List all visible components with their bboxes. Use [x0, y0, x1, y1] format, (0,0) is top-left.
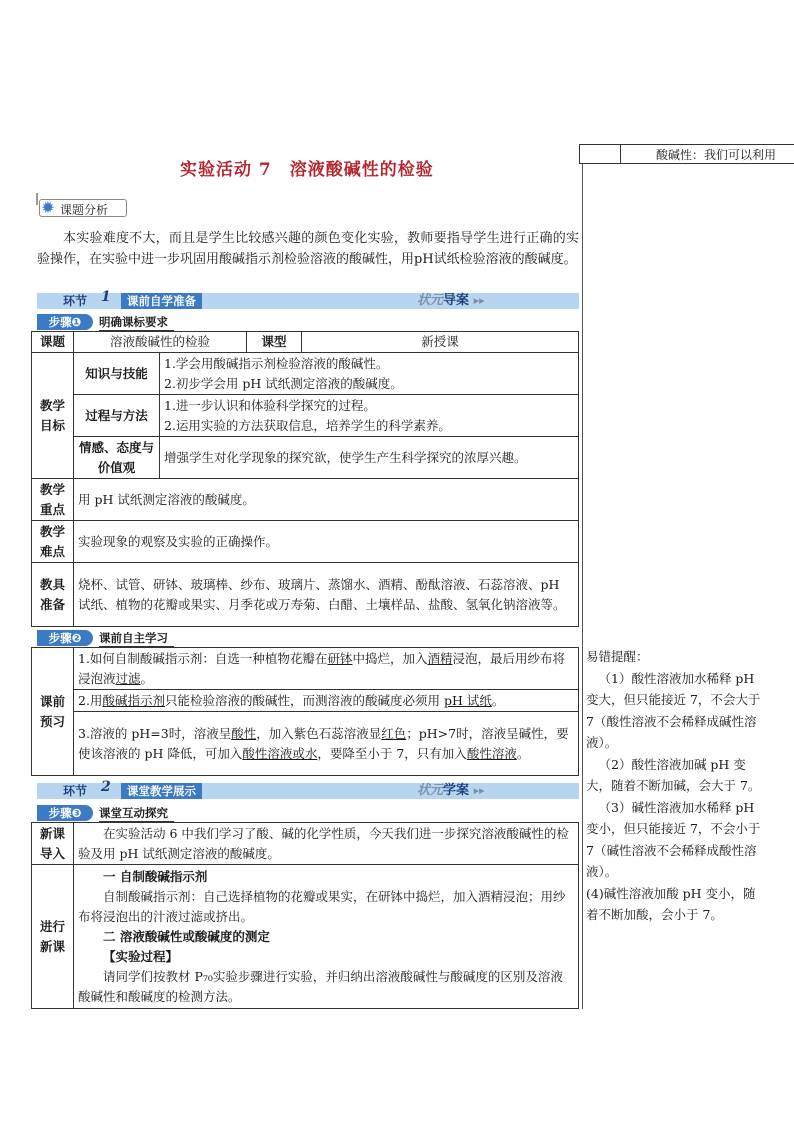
cell-kexing-label: 课型 [247, 332, 302, 353]
intro-paragraph: 本实验难度不大，而且是学生比较感兴趣的颜色变化实验，教师要指导学生进行正确的实验操作，在实验中进一步巩固用酸碱指示剂检验溶液的酸碱性，用pH试纸检验溶液的酸碱度。 [37, 231, 579, 267]
cell-zd-value: 用 pH 试纸测定溶液的酸碱度。 [74, 479, 579, 521]
step-badge: 步骤❸ [37, 805, 93, 821]
cell-keti-value: 溶液酸碱性的检验 [74, 332, 247, 353]
heading-2: 二 溶液酸碱性或酸碱度的测定 [103, 929, 270, 944]
step-badge: 步骤❷ [37, 630, 93, 646]
cell-jx-label: 进行新课 [32, 865, 74, 1009]
preview-table [31, 647, 579, 776]
column-divider [582, 164, 583, 1009]
preview-item-2: 2.用酸碱指示剂只能检验溶液的酸碱性，而测溶液的酸碱度必须用 pH 试纸。 [74, 690, 579, 712]
cell-xk-value: 在实验活动 6 中我们学习了酸、碱的化学性质，今天我们进一步探究溶液酸碱性的检验及用 pH 试纸测定溶液的酸碱度。 [74, 823, 579, 865]
note-4: (4)碱性溶液加酸 pH 变小，随着不断加酸，会小于 7。 [586, 885, 756, 922]
cell-kexing-value: 新授课 [302, 332, 579, 353]
cell-jj-value: 烧杯、试管、研钵、玻璃棒、纱布、玻璃片、蒸馏水、酒精、酚酞溶液、石蕊溶液、pH 试纸、植物的花瓣或果实、月季花或万寿菊、白醋、土壤样品、盐酸、氢氧化钠溶液等。 [74, 563, 579, 627]
section-number: 1 [101, 289, 111, 305]
step-text: 明确课标要求 [99, 314, 174, 331]
note-2: （2）酸性溶液加碱 pH 变大，随着不断加碱，会大于 7。 [586, 756, 761, 793]
arrow-icon: ▸▸ [473, 294, 485, 307]
gear-icon: ✹ [41, 198, 55, 217]
note-3: （3）碱性溶液加水稀释 pH 变小，但只能接近 7，不会小于 7（碱性溶液不会稀释成酸性溶液）。 [586, 799, 761, 879]
note-1: （1）酸性溶液加水稀释 pH 变大，但只能接近 7，不会大于 7（酸性溶液不会稀释成碱性溶液）。 [586, 670, 761, 750]
preview-item-1: 1.如何自制酸碱指示剂：自选一种植物花瓣在研钵中捣烂，加入酒精浸泡，最后用纱布将浸泡液过滤。 [74, 648, 579, 690]
cell-xk-label: 新课导入 [32, 823, 74, 865]
cell-zs-value: 1.学会用酸碱指示剂检验溶液的酸碱性。 2.初步学会用 pH 试纸测定溶液的酸碱度。 [160, 353, 579, 395]
arrow-icon: ▸▸ [473, 784, 485, 797]
cell-keti-label: 课题 [32, 332, 74, 353]
side-header-table [579, 144, 794, 164]
page-title: 实验活动 7 溶液酸碱性的检验 [180, 160, 434, 180]
section-huanjie: 环节 [63, 294, 88, 308]
section-right-title: 状元学案 ▸▸ [417, 783, 485, 798]
preview-item-3: 3.溶液的 pH=3时，溶液呈酸性，加入紫色石蕊溶液显红色；pH>7时，溶液呈碱性，要使该溶液的 pH 降低，可加入酸性溶液或水，要降至小于 7，只有加入酸性溶液。 [74, 712, 579, 776]
analysis-label: 课题分析 [60, 203, 109, 217]
heading-1: 一 自制酸碱指示剂 [103, 869, 208, 884]
section-label: 课前自学准备 [121, 293, 202, 309]
cell-zs-label: 知识与技能 [74, 353, 160, 395]
step-text: 课堂互动探究 [99, 805, 174, 822]
para-1: 自制酸碱指示剂：自己选择植物的花瓣或果实，在研钵中捣烂，加入酒精浸泡；用纱布将浸泡出的汁液过滤或挤出。 [78, 889, 566, 924]
section-huanjie: 环节 [63, 784, 88, 798]
error-prone-notes [586, 646, 766, 926]
section-number: 2 [101, 779, 111, 795]
cell-jx-value [74, 865, 579, 1009]
course-requirements-table [31, 331, 579, 627]
section-band-2 [37, 779, 579, 799]
analysis-label-box [39, 199, 127, 217]
cell-jj-label: 教具准备 [32, 563, 74, 627]
cell-nd-value: 实验现象的观察及实验的正确操作。 [74, 521, 579, 563]
classroom-table [31, 822, 579, 1009]
cell-qg-value: 增强学生对化学现象的探究欲，使学生产生科学探究的浓厚兴趣。 [160, 437, 579, 479]
heading-3: 【实验过程】 [103, 949, 179, 964]
cell-mubiao-label: 教学目标 [32, 353, 74, 479]
step-text: 课前自主学习 [99, 630, 174, 647]
step-badge: 步骤❶ [37, 314, 93, 330]
cell-gc-label: 过程与方法 [74, 395, 160, 437]
para-2: 请同学们按教材 P₇₀实验步骤进行实验，并归纳出溶液酸碱性与酸碱度的区别及溶液酸碱性和酸碱度的检测方法。 [78, 969, 563, 1004]
cell-qg-label: 情感、态度与价值观 [74, 437, 160, 479]
section-label: 课堂教学展示 [121, 783, 202, 799]
cell-preview-label: 课前预习 [32, 648, 74, 776]
side-header-text: 酸碱性：我们可以利用 [656, 148, 777, 162]
section-band-1 [37, 289, 579, 309]
side-header-cell [580, 145, 621, 163]
cell-nd-label: 教学难点 [32, 521, 74, 563]
section-right-title: 状元导案 ▸▸ [417, 293, 485, 308]
note-title: 易错提醒： [586, 649, 649, 664]
cell-zd-label: 教学重点 [32, 479, 74, 521]
cell-gc-value: 1.进一步认识和体验科学探究的过程。 2.运用实验的方法获取信息，培养学生的科学素养。 [160, 395, 579, 437]
